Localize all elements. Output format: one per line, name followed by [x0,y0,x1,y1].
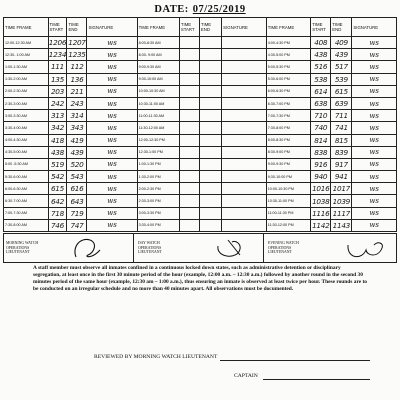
time-frame-cell: 8:30-9:00 PM [266,146,311,158]
time-start-cell[interactable]: 746 [48,219,67,231]
time-frame-cell: 5:30-6:00 AM [4,171,49,183]
time-start-cell[interactable]: 111 [48,61,67,73]
time-frame-cell: 9:30-10:00 PM [266,171,311,183]
signature-cell[interactable]: ws [87,37,137,49]
time-frame-cell: 12:00-12:30 PM [137,134,179,146]
time-frame-cell: 6:00-6:30 AM [4,183,49,195]
time-end-cell[interactable] [199,61,221,73]
time-end-cell[interactable]: 409 [331,37,352,49]
header-row [4,18,397,37]
time-end-cell[interactable] [199,207,221,219]
time-end-cell[interactable] [199,122,221,134]
time-start-cell[interactable] [179,122,199,134]
signature-cell[interactable]: ws [87,85,137,97]
time-frame-cell: 2:30-3:00 PM [137,195,179,207]
signature-cell[interactable] [222,195,267,207]
date-header [0,4,400,15]
time-start-cell[interactable] [179,110,199,122]
observation-policy-note: A staff member must observe all inmates confined in a continuous locked down states, such as administrative detention or disciplinary segregation, at least once in the first 30 minute period of the hour (example, 12:00 a.m. – 12:30 a.m.) followed by another round in the second 30 minutes period of the same hour (example, 12:30 am – 1:00 a.m.), thus ensuring an inmate is observed at least twice per hour. These rounds are to be conducted on an irregular schedule and no more than 40 minutes apart. All observations must be documented. [33,265,367,292]
time-frame-cell: 11:30-12:00 AM [137,122,179,134]
signature-cell[interactable]: ws [87,122,137,134]
time-end-cell[interactable] [199,110,221,122]
captain-label: CAPTAIN [234,373,258,379]
time-frame-cell: 7:30-8:00 PM [266,122,311,134]
signature-cell[interactable]: ws [352,207,397,219]
time-frame-cell: 8:00-8:30 AM [137,37,179,49]
time-frame-cell: 2:00-2:30 PM [137,183,179,195]
time-end-cell[interactable]: 517 [331,61,352,73]
time-end-cell[interactable]: 839 [331,146,352,158]
time-end-cell[interactable] [199,195,221,207]
time-start-cell[interactable] [179,219,199,231]
signature-cell[interactable]: ws [352,61,397,73]
time-frame-cell: 10:00-10:30 AM [137,85,179,97]
time-frame-cell: 1:00-1:30 PM [137,158,179,170]
time-end-cell[interactable]: 520 [67,158,87,170]
signature-cell[interactable] [222,219,267,231]
signature-cell[interactable] [222,134,267,146]
time-end-cell[interactable]: 539 [331,73,352,85]
time-frame-cell: 8:00-8:30 PM [266,134,311,146]
time-frame-cell: 11:30-12:00 PM [266,219,311,231]
captain-signature-line[interactable] [263,379,370,380]
time-end-cell[interactable]: 615 [331,85,352,97]
time-end-cell[interactable] [199,219,221,231]
signature-cell[interactable]: ws [87,134,137,146]
time-start-cell[interactable]: 814 [311,134,331,146]
signoff-label: MORNING WATCH [6,241,39,245]
time-start-cell[interactable] [179,85,199,97]
signature-cell[interactable]: ws [87,158,137,170]
time-end-cell[interactable]: 243 [67,97,87,109]
time-end-cell[interactable]: 343 [67,122,87,134]
time-end-cell[interactable]: 439 [67,146,87,158]
signature-cell[interactable] [222,207,267,219]
signature-cell[interactable]: ws [87,97,137,109]
table-row [4,61,397,73]
signature-cell[interactable]: ws [352,134,397,146]
table-row [4,85,397,97]
time-end-cell[interactable]: 643 [67,195,87,207]
signature-cell[interactable]: ws [87,195,137,207]
time-frame-cell: 2:00-2:30 AM [4,85,49,97]
header-time-frame: TIME FRAME [266,18,311,37]
time-end-cell[interactable]: 719 [67,207,87,219]
rounds-table [3,17,397,232]
time-frame-cell: 4:30-5:00 PM [266,49,311,61]
time-start-cell[interactable] [179,195,199,207]
signoff-label: OPERATIONS [138,245,162,250]
time-frame-cell: 11:00-11:30 AM [137,110,179,122]
time-start-cell[interactable] [179,183,199,195]
signature-cell[interactable]: ws [352,195,397,207]
time-frame-cell: 5:00-5:30 PM [266,61,311,73]
table-row [4,97,397,109]
signoff-row [3,233,397,263]
time-start-cell[interactable]: 710 [311,110,331,122]
time-frame-cell: 7:00-7:30 PM [266,110,311,122]
time-frame-cell: 6:00-6:30 PM [266,85,311,97]
time-frame-cell: 7:00-7:30 AM [4,207,49,219]
signature-cell[interactable]: ws [87,207,137,219]
signature-cell[interactable] [222,73,267,85]
time-end-cell[interactable]: 741 [331,122,352,134]
header-time-start: TIME START [179,18,199,37]
time-frame-cell: 5:00 -5:30 AM [4,158,49,170]
time-frame-cell: 3:00-3:30 PM [137,207,179,219]
time-start-cell[interactable]: 1206 [48,38,67,48]
time-start-cell[interactable]: 718 [48,207,67,219]
signature-cell[interactable]: ws [352,85,397,97]
time-end-cell[interactable]: 419 [67,134,87,146]
time-start-cell[interactable]: 342 [48,122,67,134]
evening-watch-signoff [264,234,396,262]
table-row [4,219,397,231]
time-end-cell[interactable] [199,85,221,97]
day-watch-signoff [134,234,264,262]
time-end-cell[interactable]: 211 [67,85,87,97]
morning-watch-signoff [4,234,134,262]
time-start-cell[interactable] [179,49,199,61]
time-start-cell[interactable]: 614 [311,85,331,97]
header-time-frame: TIME FRAME [137,18,179,37]
time-start-cell[interactable]: 542 [48,171,67,183]
table-row [4,73,397,85]
signature-cell[interactable]: ws [352,146,397,158]
time-end-cell[interactable]: 1039 [332,196,351,206]
signature-cell[interactable] [222,183,267,195]
time-start-cell[interactable]: 438 [48,146,67,158]
evening-lieutenant-signature [344,237,394,261]
signature-cell[interactable]: ws [87,49,137,61]
time-start-cell[interactable]: 516 [311,61,331,73]
time-end-cell[interactable] [199,183,221,195]
time-end-cell[interactable]: 616 [67,183,87,195]
time-start-cell[interactable]: 1116 [312,208,330,218]
time-frame-cell: 10:30-11:00 AM [137,97,179,109]
time-start-cell[interactable]: 1142 [312,220,330,230]
time-end-cell[interactable] [199,73,221,85]
time-frame-cell: 1:00-1:30 AM [4,61,49,73]
signature-cell[interactable]: ws [352,183,397,195]
signature-cell[interactable] [222,122,267,134]
time-end-cell[interactable] [199,171,221,183]
time-frame-cell: 10:30-11:00 PM [266,195,311,207]
table-row [4,207,397,219]
time-frame-cell: 5:30-6:00 PM [266,73,311,85]
time-frame-cell: 6:30-7:00 AM [4,195,49,207]
header-signature: SIGNATURE [352,18,397,37]
reviewed-by-signature-line[interactable] [220,360,370,361]
time-end-cell[interactable]: 112 [67,61,87,73]
time-start-cell[interactable]: 538 [311,73,331,85]
time-frame-cell: 12:00-12:30 AM [4,37,49,49]
signoff-label: EVENING WATCH [268,241,299,245]
signature-cell[interactable]: ws [87,73,137,85]
time-end-cell[interactable]: 1235 [68,50,86,60]
signature-cell[interactable]: ws [87,219,137,231]
time-frame-cell: 11:00-11:30 PM [266,207,311,219]
table-row [4,183,397,195]
signature-cell[interactable]: ws [352,110,397,122]
date-label: DATE: [154,4,189,15]
time-frame-cell: 3:30-4:00 AM [4,122,49,134]
time-end-cell[interactable]: 815 [331,134,352,146]
time-frame-cell: 4:30-5:00 AM [4,146,49,158]
time-start-cell[interactable] [179,146,199,158]
time-start-cell[interactable]: 242 [48,97,67,109]
day-lieutenant-signature [212,236,262,260]
signoff-label: OPERATIONS [6,245,30,250]
time-start-cell[interactable]: 203 [48,85,67,97]
time-end-cell[interactable] [199,37,221,49]
table-row [4,134,397,146]
rounds-grid [3,17,397,232]
time-end-cell[interactable]: 917 [331,158,352,170]
signature-cell[interactable]: ws [87,171,137,183]
signature-cell[interactable]: ws [352,219,397,231]
time-start-cell[interactable]: 638 [311,97,331,109]
time-end-cell[interactable]: 639 [331,97,352,109]
time-start-cell[interactable]: 1038 [312,196,330,206]
time-end-cell[interactable]: 439 [331,49,352,61]
time-end-cell[interactable]: 941 [331,171,352,183]
signoff-label: LIEUTENANT [6,250,30,254]
time-frame-cell: 12:30-1:00 PM [137,146,179,158]
time-frame-cell: 9:00-9:30 AM [137,61,179,73]
signoff-label: LIEUTENANT [138,250,162,254]
time-start-cell[interactable] [179,97,199,109]
signature-cell[interactable] [222,171,267,183]
time-frame-cell: 4:00-4:30 PM [266,37,311,49]
morning-lieutenant-signature [62,235,112,261]
signature-cell[interactable] [222,61,267,73]
signature-cell[interactable]: ws [352,97,397,109]
time-frame-cell: 1:30-2:00 PM [137,171,179,183]
signature-cell[interactable] [222,49,267,61]
signoff-label: OPERATIONS [268,245,292,250]
table-row [4,110,397,122]
time-start-cell[interactable]: 838 [311,146,331,158]
time-end-cell[interactable]: 136 [67,73,87,85]
time-frame-cell: 7:30-8:00 AM [4,219,49,231]
time-start-cell[interactable]: 1234 [48,50,67,60]
time-end-cell[interactable] [199,146,221,158]
signature-cell[interactable] [222,85,267,97]
time-end-cell[interactable] [199,97,221,109]
time-start-cell[interactable]: 438 [311,49,331,61]
time-start-cell[interactable] [179,207,199,219]
header-signature: SIGNATURE [222,18,267,37]
table-row [4,146,397,158]
signoff-label: DAY WATCH [138,241,160,245]
time-end-cell[interactable]: 747 [67,219,87,231]
signature-cell[interactable]: ws [352,122,397,134]
time-start-cell[interactable] [179,37,199,49]
time-start-cell[interactable]: 642 [48,195,67,207]
signature-cell[interactable] [222,146,267,158]
time-end-cell[interactable] [199,49,221,61]
time-start-cell[interactable] [179,73,199,85]
time-start-cell[interactable]: 519 [48,158,67,170]
table-row [4,195,397,207]
header-time-frame: TIME FRAME [4,18,49,37]
time-start-cell[interactable]: 313 [48,110,67,122]
time-end-cell[interactable]: 543 [67,171,87,183]
time-end-cell[interactable]: 314 [67,110,87,122]
signature-cell[interactable]: ws [87,110,137,122]
time-start-cell[interactable]: 916 [311,158,331,170]
time-frame-cell: 10:00-10:30 PM [266,183,311,195]
header-time-start: TIME START [48,18,67,37]
table-row [4,37,397,49]
header-time-end: TIME END [67,18,87,37]
time-frame-cell: 8:30- 9:00 AM [137,49,179,61]
signoff-label: LIEUTENANT [268,250,292,254]
header-time-end: TIME END [331,18,352,37]
time-start-cell[interactable]: 1016 [312,184,330,194]
time-end-cell[interactable]: 1117 [332,208,351,218]
time-start-cell[interactable]: 940 [311,171,331,183]
signature-cell[interactable] [222,37,267,49]
time-frame-cell: 3:30-4:00 PM [137,219,179,231]
signature-cell[interactable]: ws [352,158,397,170]
signature-cell[interactable] [222,158,267,170]
signature-cell[interactable]: ws [87,146,137,158]
time-start-cell[interactable] [179,171,199,183]
time-start-cell[interactable]: 740 [311,122,331,134]
time-start-cell[interactable]: 408 [311,37,331,49]
time-start-cell[interactable]: 418 [48,134,67,146]
time-frame-cell: 1:30-2:00 AM [4,73,49,85]
date-value: 07/25/2019 [192,4,246,15]
table-row [4,158,397,170]
time-end-cell[interactable]: 1017 [332,184,351,194]
signature-cell[interactable] [222,110,267,122]
signature-cell[interactable]: ws [352,73,397,85]
time-end-cell[interactable]: 1207 [68,38,86,48]
time-end-cell[interactable] [199,134,221,146]
header-signature: SIGNATURE [87,18,137,37]
signature-cell[interactable] [222,97,267,109]
time-end-cell[interactable]: 1143 [332,220,351,230]
signature-cell[interactable]: ws [352,49,397,61]
table-row [4,122,397,134]
time-start-cell[interactable] [179,134,199,146]
time-start-cell[interactable]: 615 [48,183,67,195]
time-frame-cell: 9:30-10:00 AM [137,73,179,85]
signature-cell[interactable]: ws [352,171,397,183]
time-start-cell[interactable] [179,61,199,73]
table-row [4,171,397,183]
header-time-end: TIME END [199,18,221,37]
time-frame-cell: 9:00-9:30 PM [266,158,311,170]
time-end-cell[interactable] [199,158,221,170]
time-start-cell[interactable]: 135 [48,73,67,85]
time-frame-cell: 3:00-3:30 AM [4,110,49,122]
time-end-cell[interactable]: 711 [331,110,352,122]
signature-cell[interactable]: ws [87,61,137,73]
header-time-start: TIME START [311,18,331,37]
signature-cell[interactable]: ws [352,37,397,49]
time-frame-cell: 2:30-3:00 AM [4,97,49,109]
table-row [4,49,397,61]
signature-cell[interactable]: ws [87,183,137,195]
reviewed-by-label: REVIEWED BY MORNING WATCH LIEUTENANT [94,354,218,360]
time-frame-cell: 12:30- 1:00 AM [4,49,49,61]
time-start-cell[interactable] [179,158,199,170]
time-frame-cell: 6:30-7:00 PM [266,97,311,109]
time-frame-cell: 4:00-4:30 AM [4,134,49,146]
